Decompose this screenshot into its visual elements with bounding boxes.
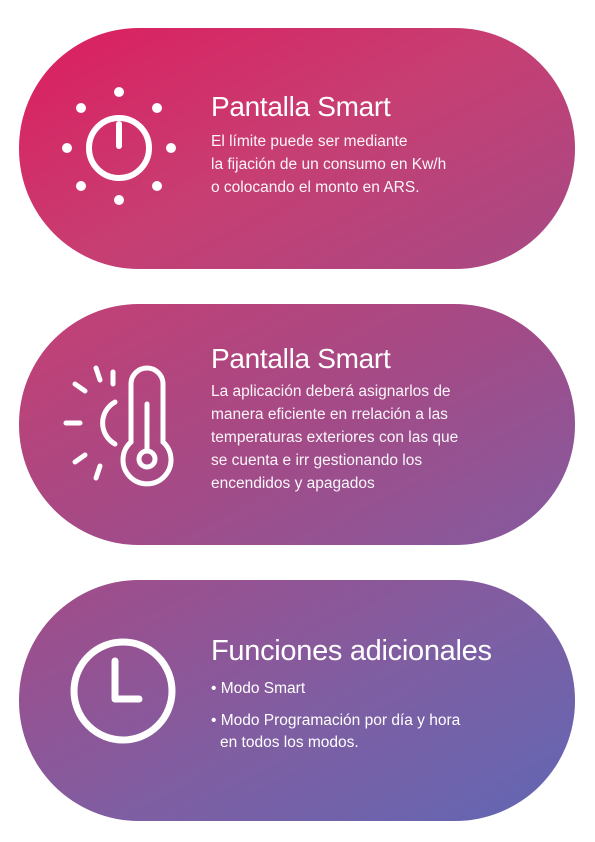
description-line: o colocando el monto en ARS. [211, 179, 420, 196]
card-pantalla-smart-temperatura [19, 304, 575, 545]
description-line: la fijación de un consumo en Kw/h [211, 156, 447, 173]
card-text [211, 342, 458, 495]
bullet-line: en todos los modos. [220, 734, 359, 751]
card-text [211, 90, 446, 199]
clock-icon [67, 635, 179, 747]
sun-thermometer-icon [63, 362, 183, 487]
description-line: manera eficiente en rrelación a las [211, 406, 448, 423]
card-description [211, 130, 446, 199]
description-line: temperaturas exteriores con las que [211, 429, 459, 446]
description-line: encendidos y apagados [211, 475, 375, 492]
card-description [211, 380, 458, 495]
description-line: La aplicación deberá asignarlos de [211, 383, 451, 400]
power-dots-icon [59, 86, 179, 206]
bullet-line: • Modo Programación por día y hora [211, 712, 461, 729]
card-pantalla-smart-limite [19, 28, 575, 269]
card-title: Pantalla Smart [211, 91, 391, 122]
card-title: Pantalla Smart [211, 343, 391, 374]
card-title: Funciones adicionales [211, 635, 492, 667]
list-item [211, 710, 492, 754]
description-line: se cuenta e irr gestionando los [211, 452, 423, 469]
bullet-line: • Modo Smart [211, 680, 306, 697]
feature-list [211, 678, 492, 754]
description-line: El límite puede ser mediante [211, 133, 408, 150]
list-item [211, 678, 492, 700]
card-funciones-adicionales [19, 580, 575, 821]
card-text [211, 634, 492, 764]
